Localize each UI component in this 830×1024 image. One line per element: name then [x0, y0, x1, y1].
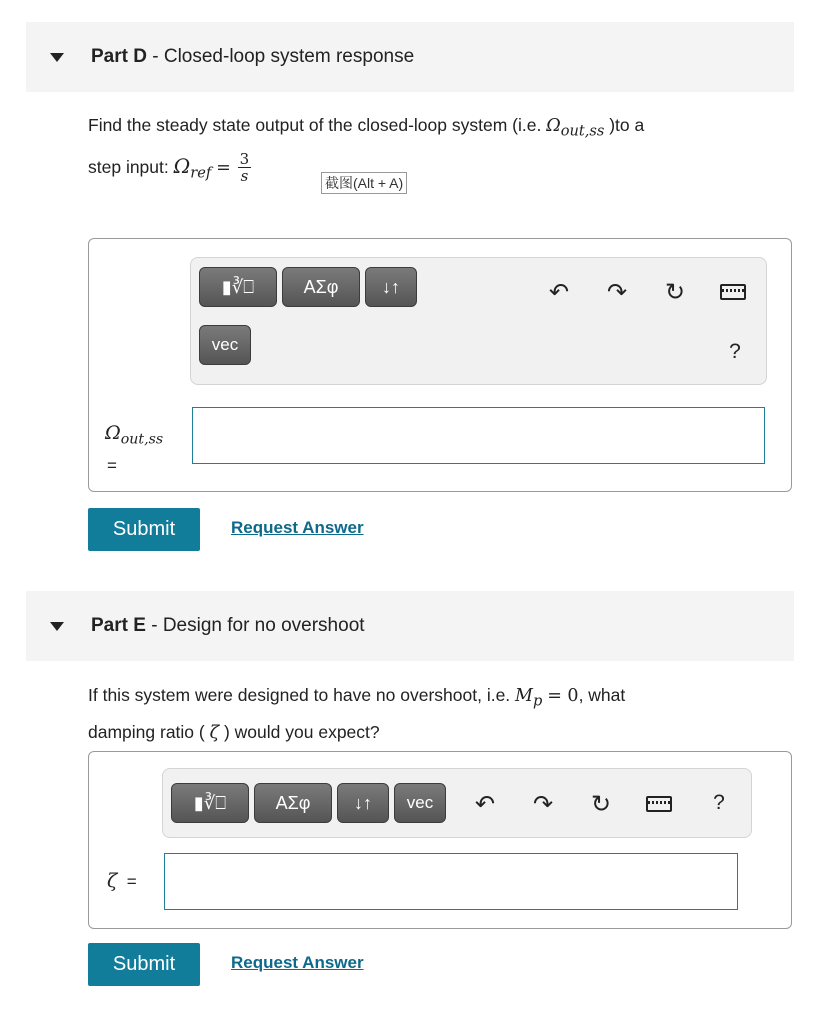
redo-icon[interactable]: ↷ [606, 278, 628, 306]
part-d-answer-equals: = [107, 456, 117, 475]
screenshot-tooltip: 截图(Alt + A) [321, 172, 407, 194]
part-e-answer-input[interactable] [164, 853, 738, 910]
part-d-answer-box [88, 238, 792, 492]
arrows-button[interactable]: ↓↑ [337, 783, 389, 823]
greek-symbols-button[interactable]: AΣφ [254, 783, 332, 823]
arrows-button[interactable]: ↓↑ [365, 267, 417, 307]
help-icon[interactable]: ? [713, 791, 725, 814]
part-d-answer-label: $\Omega_{out,ss}$ [105, 422, 164, 448]
part-e-answer-label: ζ = [107, 870, 137, 892]
part-e-title: Part E - Design for no overshoot [91, 615, 365, 636]
templates-button[interactable]: ▮∛⎕ [171, 783, 249, 823]
collapse-caret-icon[interactable] [50, 622, 64, 631]
help-icon[interactable]: ? [729, 340, 741, 363]
part-e-header[interactable] [26, 591, 794, 661]
part-d-submit-button[interactable]: Submit [88, 508, 200, 551]
part-d-math-toolbar [190, 257, 767, 385]
reset-icon[interactable]: ↻ [590, 790, 612, 818]
vec-button[interactable]: vec [394, 783, 446, 823]
vec-button[interactable]: vec [199, 325, 251, 365]
part-e-request-answer-link[interactable]: Request Answer [231, 953, 364, 972]
keyboard-icon[interactable] [717, 276, 749, 308]
part-e-submit-button[interactable]: Submit [88, 943, 200, 986]
keyboard-icon[interactable] [643, 788, 675, 820]
undo-icon[interactable]: ↶ [474, 790, 496, 818]
part-e-math-toolbar [162, 768, 752, 838]
part-d-request-answer-link[interactable]: Request Answer [231, 518, 364, 537]
templates-button[interactable]: ▮∛⎕ [199, 267, 277, 307]
part-d-question: Find the steady state output of the closed-loop system (i.e. $\Omega_{out,ss}$ )to a step input: $\Omega_{ref}$ = $\frac{3}{s}$ [88, 115, 645, 186]
greek-symbols-button[interactable]: AΣφ [282, 267, 360, 307]
step-fraction: $\frac{3}{s}$ [239, 150, 250, 186]
collapse-caret-icon[interactable] [50, 53, 64, 62]
part-e-question: If this system were designed to have no overshoot, i.e. $M_p = 0$, what damping ratio ( ζ ) would you expect? [88, 685, 626, 743]
part-e-answer-box [88, 751, 792, 929]
redo-icon[interactable]: ↷ [532, 790, 554, 818]
part-d-header[interactable] [26, 22, 794, 92]
part-d-answer-input[interactable] [192, 407, 765, 464]
reset-icon[interactable]: ↻ [664, 278, 686, 306]
part-d-title: Part D - Closed-loop system response [91, 46, 415, 67]
undo-icon[interactable]: ↶ [548, 278, 570, 306]
